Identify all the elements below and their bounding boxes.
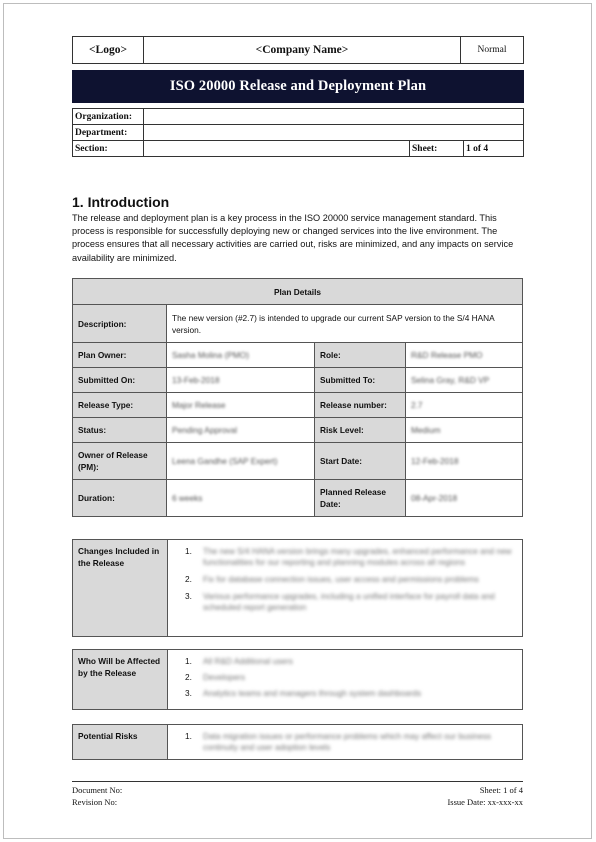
submitted-on-label: Submitted On:	[73, 368, 167, 393]
start-date-label: Start Date:	[315, 443, 406, 480]
affected-section	[72, 649, 523, 710]
affected-label: Who Will be Affected by the Release	[73, 650, 168, 709]
changes-list	[168, 540, 522, 636]
status-value: Pending Approval	[167, 418, 315, 443]
plan-owner-value: Sasha Molina (PMO)	[167, 343, 315, 368]
list-item: 1. Data migration issues or performance problems which may affect our business continuity and user adoption levels	[185, 731, 492, 752]
document-footer	[72, 781, 523, 808]
planned-release-date-value: 08-Apr-2018	[406, 480, 523, 517]
release-number-label: Release number:	[315, 393, 406, 418]
revision-number-label: Revision No:	[72, 796, 118, 807]
document-header	[72, 36, 524, 64]
start-date-value: 12-Feb-2018	[406, 443, 523, 480]
status-label: Status:	[73, 418, 167, 443]
introduction-text: The release and deployment plan is a key process in the ISO 20000 service management standard. This process is responsible for successfully deploying new or changed services into the live environment. The process ensures that all necessary activities are carried out, risks are minimized, and any impacts on service availability are minimized.	[72, 213, 514, 263]
risk-level-label: Risk Level:	[315, 418, 406, 443]
document-title: ISO 20000 Release and Deployment Plan	[72, 70, 524, 103]
release-type-label: Release Type:	[73, 393, 167, 418]
release-owner-label: Owner of Release (PM):	[73, 443, 167, 480]
organization-value	[144, 109, 524, 125]
changes-section	[72, 539, 523, 637]
duration-value: 6 weeks	[167, 480, 315, 517]
release-owner-value: Leena Gandhe (SAP Expert)	[167, 443, 315, 480]
plan-details-heading: Plan Details	[73, 279, 523, 305]
duration-label: Duration:	[73, 480, 167, 517]
organization-label: Organization:	[73, 109, 144, 125]
changes-label: Changes Included in the Release	[73, 540, 168, 636]
department-label: Department:	[73, 125, 144, 141]
plan-owner-label: Plan Owner:	[73, 343, 167, 368]
risk-level-value: Medium	[406, 418, 523, 443]
submitted-to-value: Selina Gray, R&D VP	[406, 368, 523, 393]
risks-section	[72, 724, 523, 760]
list-item: 1. The new S/4 HANA version brings many upgrades, enhanced performance and new functionalities for our reporting and planning modules across all regions	[185, 546, 512, 567]
list-item: 1. All R&D Additional users	[185, 656, 293, 666]
list-item: 3. Analytics teams and managers through system dashboards	[185, 688, 422, 698]
logo-placeholder: <Logo>	[73, 37, 144, 63]
issue-date: Issue Date: xx-xxx-xx	[447, 796, 523, 807]
department-value	[144, 125, 524, 141]
planned-release-date-label: Planned Release Date:	[315, 480, 406, 517]
description-label: Description:	[73, 305, 167, 343]
description-value: The new version (#2.7) is intended to upgrade our current SAP version to the S/4 HANA version.	[167, 305, 523, 343]
company-name: <Company Name>	[144, 37, 461, 63]
list-item: 2. Fix for database connection issues, user access and permissions problems	[185, 574, 479, 584]
submitted-to-label: Submitted To:	[315, 368, 406, 393]
introduction-heading: 1. Introduction	[72, 194, 170, 210]
footer-sheet: Sheet: 1 of 4	[479, 785, 523, 795]
document-number-label: Document No:	[72, 785, 123, 795]
plan-details-table	[72, 278, 523, 517]
meta-table	[72, 108, 524, 157]
submitted-on-value: 13-Feb-2018	[167, 368, 315, 393]
list-item: 3. Various performance upgrades, including a unified interface for payroll data and scheduled report generation	[185, 591, 495, 612]
risks-list	[168, 725, 522, 759]
risks-label: Potential Risks	[73, 725, 168, 759]
release-type-value: Major Release	[167, 393, 315, 418]
sheet-value: 1 of 4	[464, 141, 524, 157]
document-status: Normal	[477, 45, 507, 55]
role-label: Role:	[315, 343, 406, 368]
role-value: R&D Release PMO	[406, 343, 523, 368]
sheet-label: Sheet:	[410, 141, 464, 157]
release-number-value: 2.7	[406, 393, 523, 418]
affected-list	[168, 650, 522, 709]
section-value	[144, 141, 410, 157]
list-item: 2. Developers	[185, 672, 245, 682]
section-label: Section:	[73, 141, 144, 157]
